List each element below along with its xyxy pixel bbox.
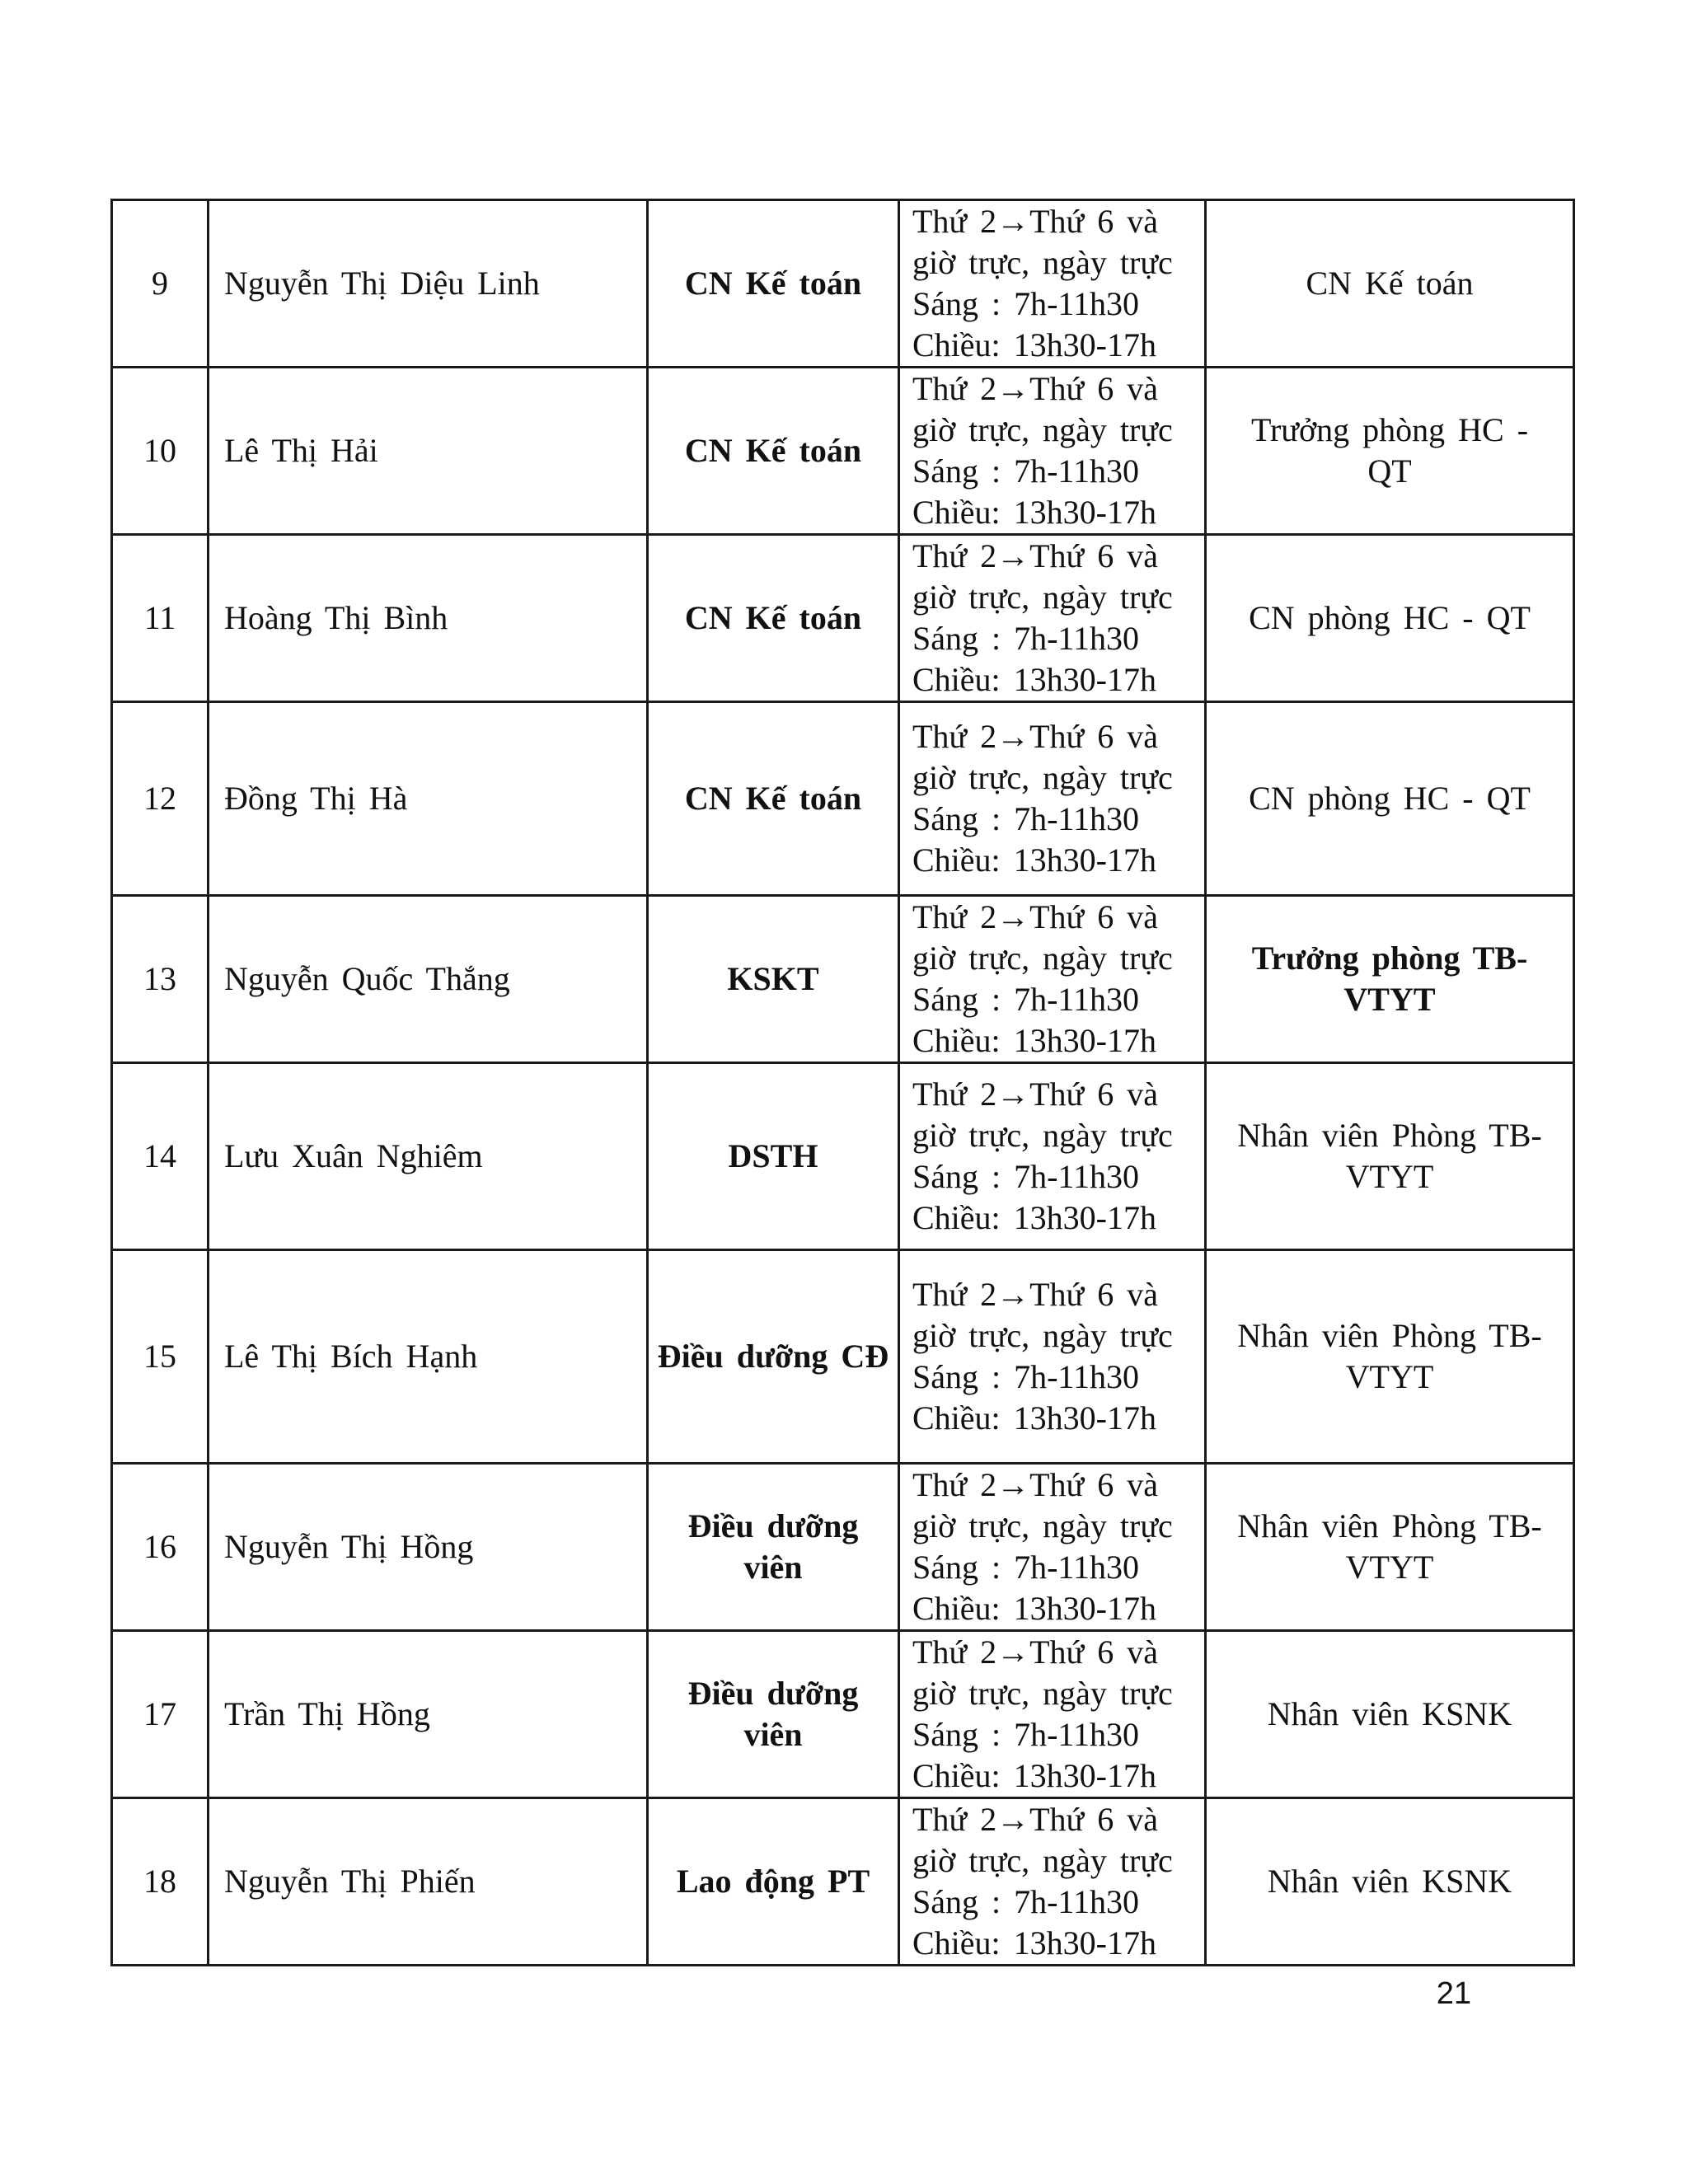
table-row: [112, 200, 1574, 368]
working-hours-line: giờ trực, ngày trực: [912, 1317, 1173, 1354]
qualification: Lao động PT: [648, 1798, 899, 1966]
row-number: 13: [112, 896, 209, 1063]
assigned-task: Nhân viên KSNK: [1206, 1798, 1574, 1966]
working-hours-line: Sáng : 7h-11h30: [912, 452, 1139, 490]
assigned-task: CN phòng HC - QT: [1206, 702, 1574, 896]
working-hours-line: Thứ 2→Thứ 6 và: [912, 1633, 1158, 1671]
working-hours-line: giờ trực, ngày trực: [912, 411, 1173, 448]
working-hours-line: Sáng : 7h-11h30: [912, 1158, 1139, 1195]
working-hours-line: Sáng : 7h-11h30: [912, 1883, 1139, 1920]
working-hours-line: Thứ 2→Thứ 6 và: [912, 537, 1158, 574]
working-hours-line: Thứ 2→Thứ 6 và: [912, 1276, 1158, 1313]
working-hours-line: giờ trực, ngày trực: [912, 940, 1173, 977]
staff-table-body: [112, 200, 1574, 1966]
row-number: 14: [112, 1063, 209, 1250]
assigned-task: Trưởng phòng HC - QT: [1206, 368, 1574, 535]
table-row: [112, 1250, 1574, 1464]
working-hours-line: giờ trực, ngày trực: [912, 1842, 1173, 1879]
working-hours-line: Chiều: 13h30-17h: [912, 1924, 1156, 1961]
staff-name: Hoàng Thị Bình: [209, 535, 648, 702]
row-number: 15: [112, 1250, 209, 1464]
assigned-task: Nhân viên Phòng TB-VTYT: [1206, 1464, 1574, 1631]
staff-name: Lê Thị Bích Hạnh: [209, 1250, 648, 1464]
working-hours-line: Chiều: 13h30-17h: [912, 494, 1156, 531]
working-hours-line: Chiều: 13h30-17h: [912, 1199, 1156, 1236]
table-row: [112, 896, 1574, 1063]
row-number: 12: [112, 702, 209, 896]
qualification: CN Kế toán: [648, 200, 899, 368]
table-row: [112, 1631, 1574, 1798]
working-hours-line: Thứ 2→Thứ 6 và: [912, 1076, 1158, 1113]
staff-name: Nguyễn Quốc Thắng: [209, 896, 648, 1063]
qualification: Điều dưỡng CĐ: [648, 1250, 899, 1464]
row-number: 11: [112, 535, 209, 702]
working-hours-line: giờ trực, ngày trực: [912, 1507, 1173, 1544]
page-number: 21: [1436, 1976, 1471, 2011]
working-hours-line: Chiều: 13h30-17h: [912, 1022, 1156, 1059]
working-hours-line: Sáng : 7h-11h30: [912, 285, 1139, 322]
working-hours-line: Sáng : 7h-11h30: [912, 800, 1139, 837]
working-hours-line: Sáng : 7h-11h30: [912, 1549, 1139, 1586]
working-hours: [899, 1250, 1206, 1464]
row-number: 17: [112, 1631, 209, 1798]
working-hours-line: Chiều: 13h30-17h: [912, 326, 1156, 363]
qualification: CN Kế toán: [648, 702, 899, 896]
staff-name: Trần Thị Hồng: [209, 1631, 648, 1798]
staff-name: Nguyễn Thị Phiến: [209, 1798, 648, 1966]
assigned-task: Trưởng phòng TB-VTYT: [1206, 896, 1574, 1063]
assigned-task: Nhân viên Phòng TB-VTYT: [1206, 1250, 1574, 1464]
table-row: [112, 1798, 1574, 1966]
working-hours-line: Sáng : 7h-11h30: [912, 1716, 1139, 1753]
working-hours-line: giờ trực, ngày trực: [912, 579, 1173, 616]
working-hours: [899, 200, 1206, 368]
qualification: CN Kế toán: [648, 368, 899, 535]
working-hours-line: Thứ 2→Thứ 6 và: [912, 718, 1158, 755]
assigned-task: Nhân viên Phòng TB-VTYT: [1206, 1063, 1574, 1250]
staff-name: Lê Thị Hải: [209, 368, 648, 535]
qualification: CN Kế toán: [648, 535, 899, 702]
working-hours-line: giờ trực, ngày trực: [912, 759, 1173, 796]
working-hours-line: giờ trực, ngày trực: [912, 244, 1173, 281]
assigned-task: CN phòng HC - QT: [1206, 535, 1574, 702]
working-hours-line: giờ trực, ngày trực: [912, 1117, 1173, 1154]
staff-name: Nguyễn Thị Diệu Linh: [209, 200, 648, 368]
table-row: [112, 702, 1574, 896]
working-hours-line: Sáng : 7h-11h30: [912, 981, 1139, 1018]
working-hours-line: Thứ 2→Thứ 6 và: [912, 1466, 1158, 1503]
qualification: Điều dưỡng viên: [648, 1631, 899, 1798]
working-hours: [899, 1798, 1206, 1966]
working-hours-line: Chiều: 13h30-17h: [912, 841, 1156, 879]
staff-name: Lưu Xuân Nghiêm: [209, 1063, 648, 1250]
staff-name: Nguyễn Thị Hồng: [209, 1464, 648, 1631]
row-number: 9: [112, 200, 209, 368]
table-row: [112, 368, 1574, 535]
qualification: KSKT: [648, 896, 899, 1063]
row-number: 18: [112, 1798, 209, 1966]
working-hours-line: Chiều: 13h30-17h: [912, 1757, 1156, 1794]
working-hours: [899, 702, 1206, 896]
working-hours-line: Sáng : 7h-11h30: [912, 620, 1139, 657]
row-number: 10: [112, 368, 209, 535]
working-hours-line: giờ trực, ngày trực: [912, 1675, 1173, 1712]
table-row: [112, 535, 1574, 702]
working-hours-line: Thứ 2→Thứ 6 và: [912, 898, 1158, 935]
staff-table: [110, 199, 1575, 1966]
assigned-task: Nhân viên KSNK: [1206, 1631, 1574, 1798]
working-hours-line: Chiều: 13h30-17h: [912, 661, 1156, 698]
working-hours: [899, 368, 1206, 535]
working-hours: [899, 1464, 1206, 1631]
staff-name: Đồng Thị Hà: [209, 702, 648, 896]
working-hours-line: Chiều: 13h30-17h: [912, 1590, 1156, 1627]
working-hours: [899, 1631, 1206, 1798]
row-number: 16: [112, 1464, 209, 1631]
assigned-task: CN Kế toán: [1206, 200, 1574, 368]
working-hours: [899, 896, 1206, 1063]
qualification: Điều dưỡng viên: [648, 1464, 899, 1631]
working-hours-line: Thứ 2→Thứ 6 và: [912, 1801, 1158, 1838]
working-hours-line: Sáng : 7h-11h30: [912, 1358, 1139, 1395]
working-hours: [899, 535, 1206, 702]
working-hours-line: Thứ 2→Thứ 6 và: [912, 203, 1158, 240]
working-hours-line: Thứ 2→Thứ 6 và: [912, 370, 1158, 407]
qualification: DSTH: [648, 1063, 899, 1250]
working-hours-line: Chiều: 13h30-17h: [912, 1399, 1156, 1436]
working-hours: [899, 1063, 1206, 1250]
table-row: [112, 1063, 1574, 1250]
table-row: [112, 1464, 1574, 1631]
